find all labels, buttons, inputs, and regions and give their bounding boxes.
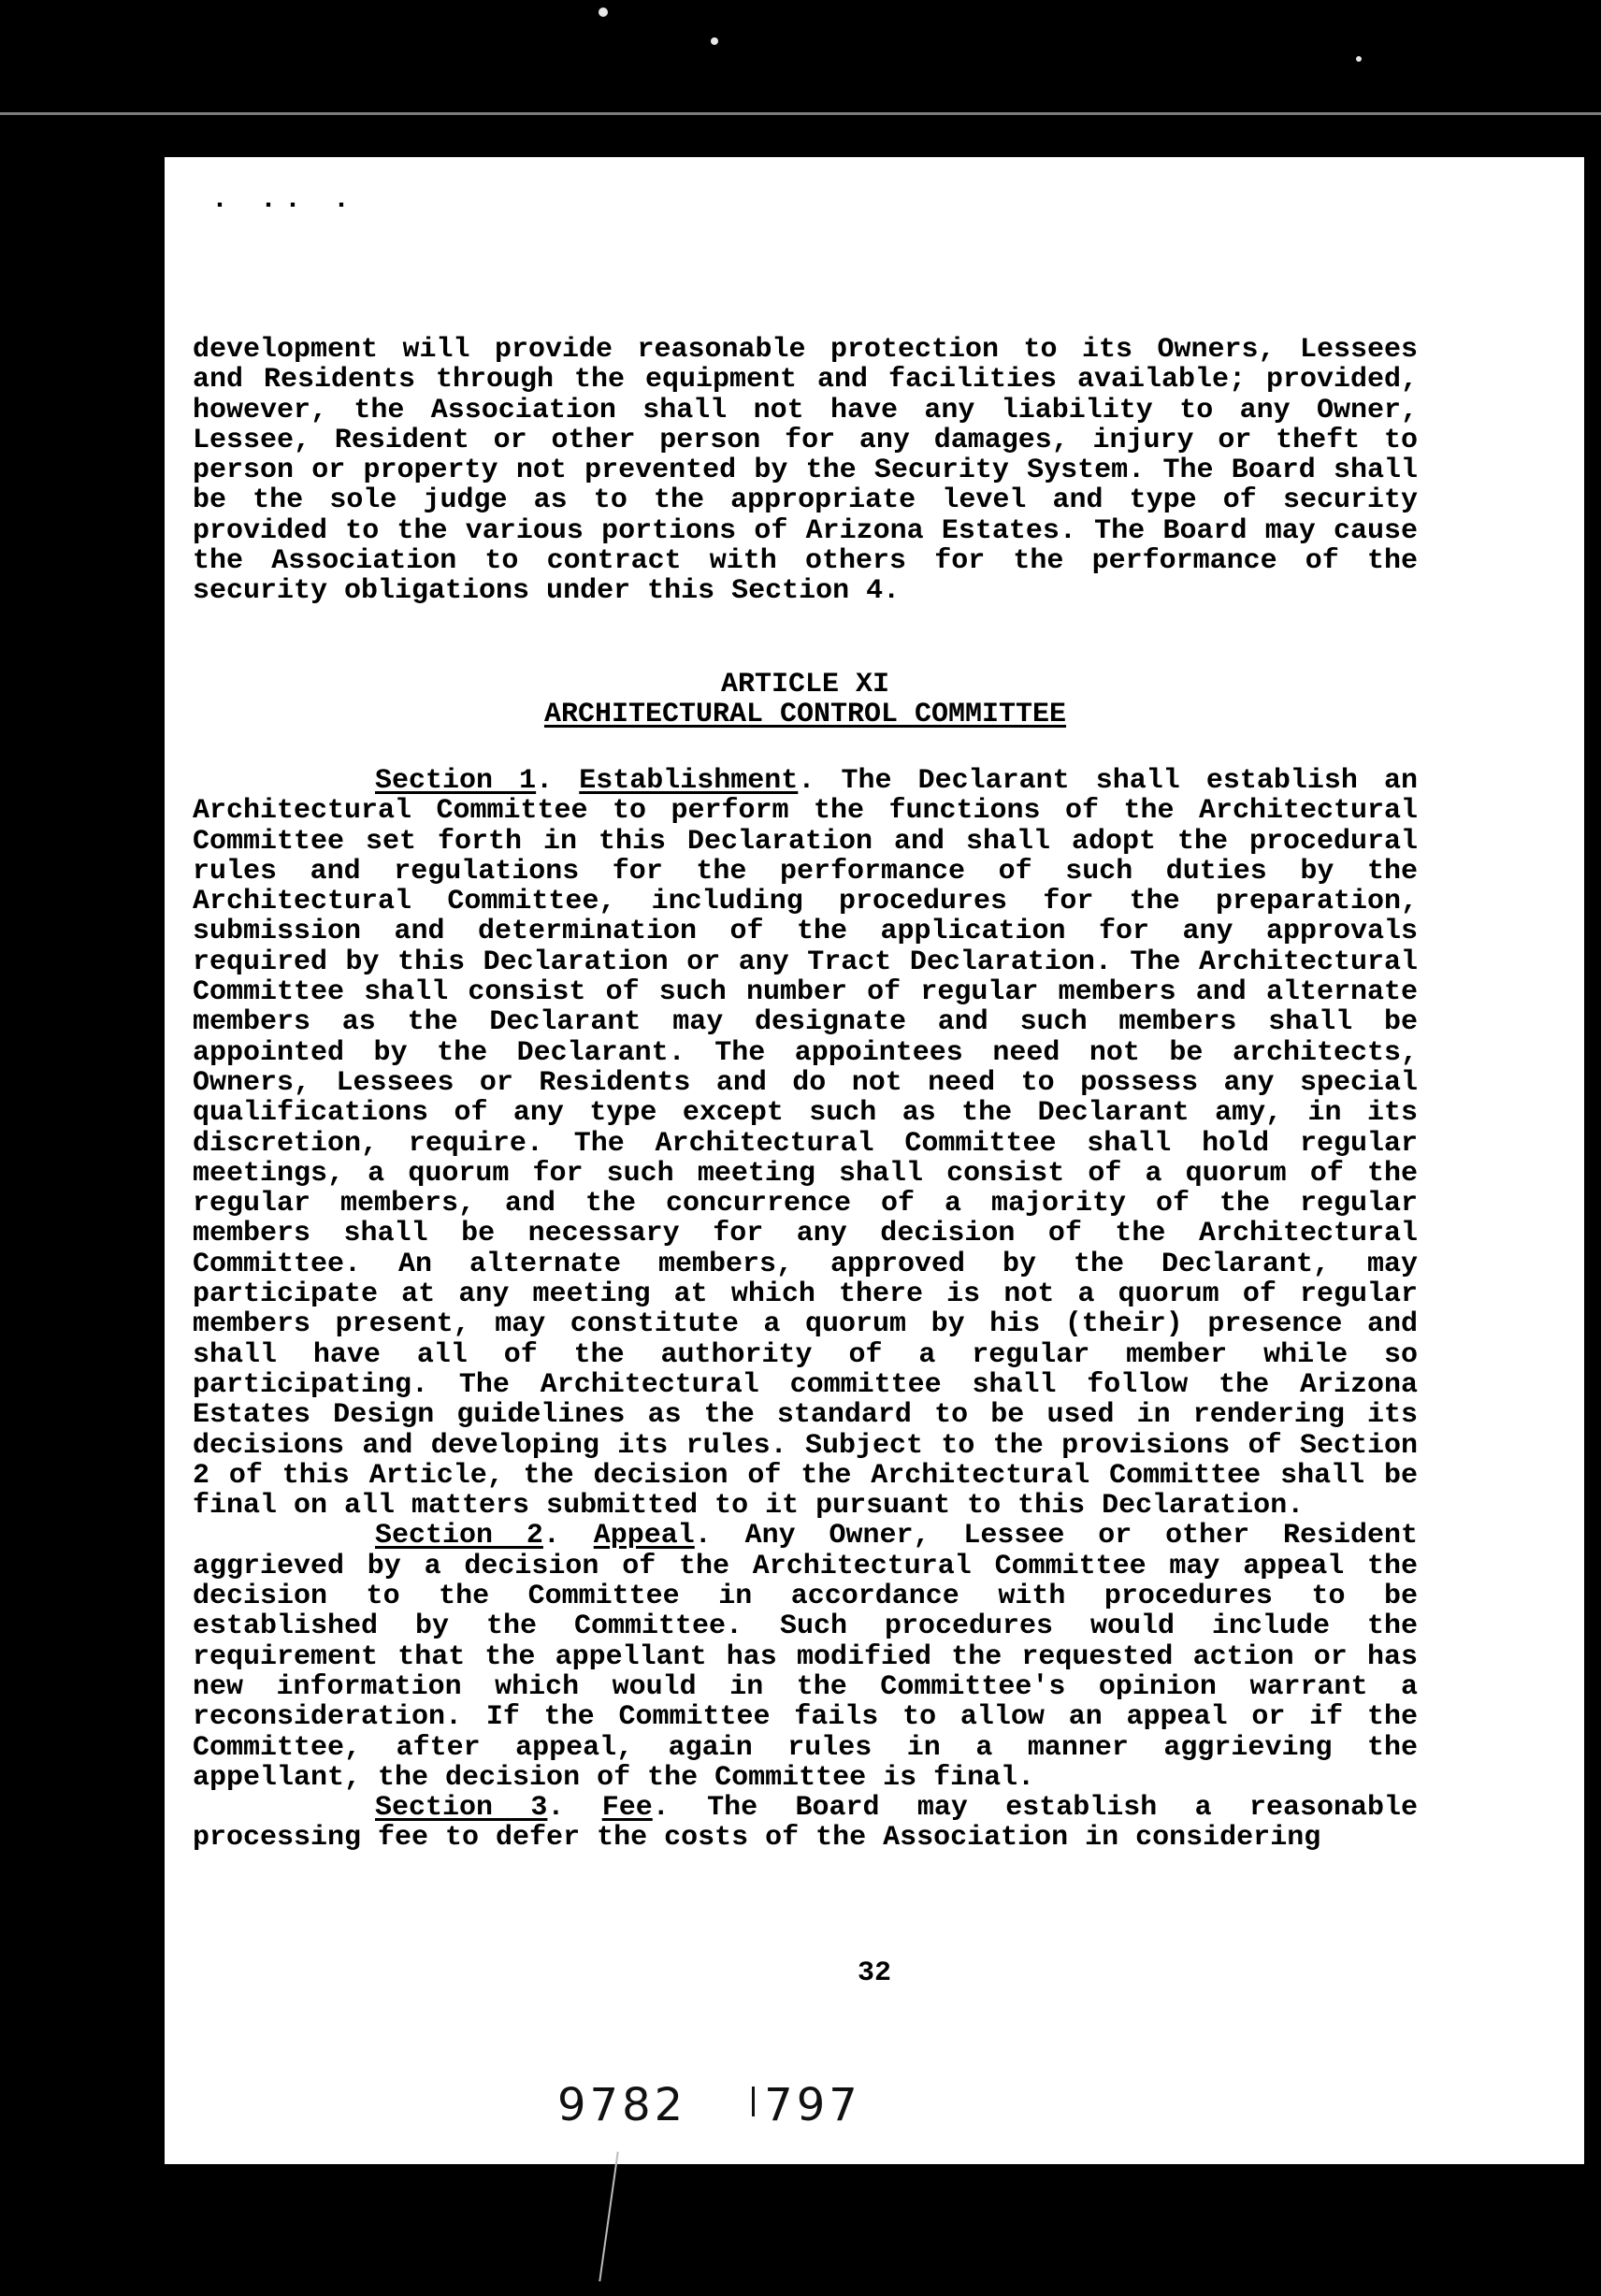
scan-speck xyxy=(711,37,718,45)
stamp-right-number: 797 xyxy=(764,2079,861,2131)
document-page xyxy=(165,157,1584,2164)
intro-block xyxy=(193,335,1418,607)
section-3-name: Fee xyxy=(601,1792,653,1825)
section-2-name: Appeal xyxy=(593,1520,695,1552)
page-number: 32 xyxy=(857,1957,891,1989)
article-heading xyxy=(193,670,1418,729)
section-1-number: Section 1 xyxy=(375,765,537,797)
scan-edge-line xyxy=(0,112,1601,115)
intro-paragraph: development will provide reasonable protection to its Owners, Lessees and Residents through the equipment and facilities available; provided, however, the Association shall not have any liability to any Owner, Lessee, Resident or other person for any damages, injury or theft to person or property not prevented by the Security System. The Board shall be the sole judge as to the appropriate level and type of security provided to the various portions of Arizona Estates. The Board may cause the Association to contract with others for the performance of the security obligations under this Section 4. xyxy=(193,334,1418,608)
scan-speck xyxy=(599,7,608,17)
article-title: ARCHITECTURAL CONTROL COMMITTEE xyxy=(543,699,1067,730)
article-number: ARTICLE XI xyxy=(720,669,890,700)
scan-speck xyxy=(1356,56,1362,62)
section-3-text: The Board may establish a reasonable processing fee to defer the costs of the Association in considering xyxy=(193,1792,1418,1855)
scan-scratch xyxy=(599,2152,618,2282)
section-2-number: Section 2 xyxy=(375,1520,543,1552)
sections-block xyxy=(193,766,1418,1854)
section-2: Section 2. Appeal. Any Owner, Lessee or other Resident aggrieved by a decision of the Architectural Committee may appeal the decision to the Committee in accordance with procedures to be established by the Committee. Such procedures would include the requirement that the appellant has modified the requested action or has new information which would in the Committee's opinion warrant a reconsideration. If the Committee fails to allow an appeal or if the Committee, after appeal, again rules in a manner aggrieving the appellant, the decision of the Committee is final. xyxy=(193,1520,1418,1794)
stamp-divider xyxy=(752,2087,755,2116)
section-1-text: The Declarant shall establish an Architectural Committee to perform the functions of the Architectural Committee set forth in this Declaration and shall adopt the procedural rules and regulations for the performance of such duties by the Architectural Committee, including procedures for the preparation, submission and determination of the application for any approvals required by this Declaration or any Tract Declaration. The Architectural Committee shall consist of such number of regular members and alternate members as the Declarant may designate and such members shall be appointed by the Declarant. The appointees need not be architects, Owners, Lessees or Residents and do not need to possess any special qualifications of any type except such as the Declarant amy, in its discretion, require. The Architectural Committee shall hold regular meetings, a quorum for such meeting shall consist of a quorum of the regular members, and the concurrence of a majority of the regular members shall be necessary for any decision of the Architectural Committee. An alternate members, approved by the Declarant, may participate at any meeting at which there is not a quorum of regular members present, may constitute a quorum by his (their) presence and shall have all of the authority of a regular member while so participating. The Architectural committee shall follow the Arizona Estates Design guidelines as the standard to be used in rendering its decisions and developing its rules. Subject to the provisions of Section 2 of this Article, the decision of the Architectural Committee shall be final on all matters submitted to it pursuant to this Declaration. xyxy=(193,765,1418,1523)
section-2-text: Any Owner, Lessee or other Resident aggrieved by a decision of the Architectural Committee may appeal the decision to the Committee in accordance with procedures to be established by the Committee. Such procedures would include the requirement that the appellant has modified the requested action or has new information which would in the Committee's opinion warrant a reconsideration. If the Committee fails to allow an appeal or if the Committee, after appeal, again rules in a manner aggrieving the appellant, the decision of the Committee is final. xyxy=(193,1520,1418,1794)
section-3: Section 3. Fee. The Board may establish a reasonable processing fee to defer the costs of the Association in considering xyxy=(193,1792,1418,1855)
stamp-left-number: 9782 xyxy=(557,2079,687,2131)
page-stamp xyxy=(557,2079,861,2131)
corner-marks: · ·· · xyxy=(211,190,358,222)
section-3-number: Section 3 xyxy=(375,1792,548,1825)
section-1-name: Establishment xyxy=(579,765,799,797)
section-1: Section 1. Establishment. The Declarant shall establish an Architectural Committee to perform the functions of the Architectural Committee set forth in this Declaration and shall adopt the procedural rules and regulations for the performance of such duties by the Architectural Committee, including procedures for the preparation, submission and determination of the application for any approvals required by this Declaration or any Tract Declaration. The Architectural Committee shall consist of such number of regular members and alternate members as the Declarant may designate and such members shall be appointed by the Declarant. The appointees need not be architects, Owners, Lessees or Residents and do not need to possess any special qualifications of any type except such as the Declarant amy, in its discretion, require. The Architectural Committee shall hold regular meetings, a quorum for such meeting shall consist of a quorum of the regular members, and the concurrence of a majority of the regular members shall be necessary for any decision of the Architectural Committee. An alternate members, approved by the Declarant, may participate at any meeting at which there is not a quorum of regular members present, may constitute a quorum by his (their) presence and shall have all of the authority of a regular member while so participating. The Architectural committee shall follow the Arizona Estates Design guidelines as the standard to be used in rendering its decisions and developing its rules. Subject to the provisions of Section 2 of this Article, the decision of the Architectural Committee shall be final on all matters submitted to it pursuant to this Declaration. xyxy=(193,765,1418,1523)
